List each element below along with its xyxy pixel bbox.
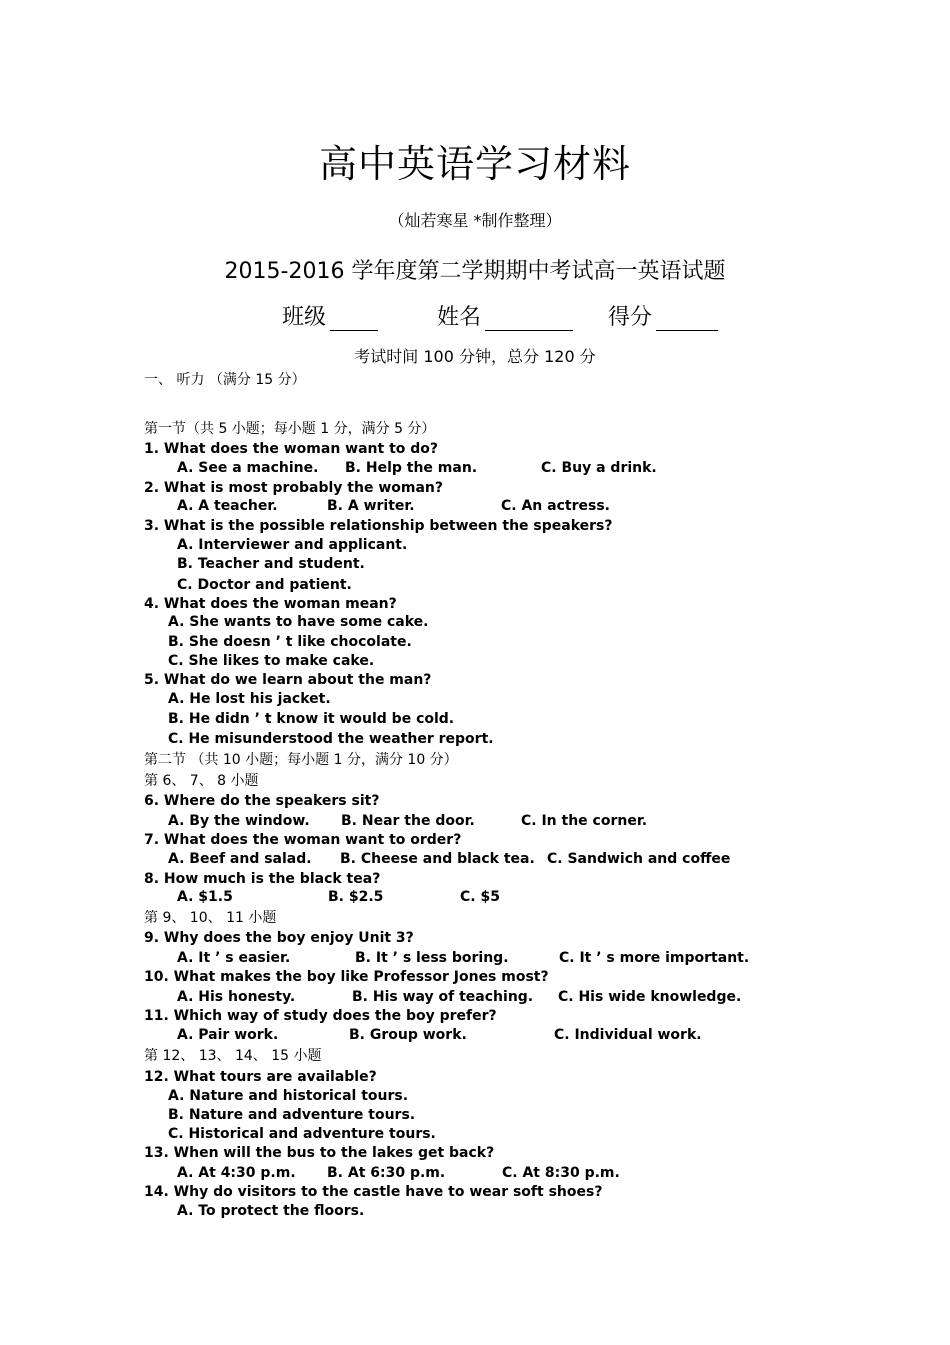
question-5: 5. What do we learn about the man? [144,672,432,688]
student-info-fields [282,300,718,331]
option-a: A. Beef and salad. [168,851,312,867]
option-b: B. It ’ s less boring. [355,950,509,966]
part1-heading: 一、 听力 （满分 15 分） [144,372,306,388]
option-c: C. In the corner. [521,813,648,829]
option-b: B. Cheese and black tea. [340,851,535,867]
option-a: A. Pair work. [177,1027,279,1043]
option-c: C. Doctor and patient. [177,577,352,593]
question-13: 13. When will the bus to the lakes get back? [144,1145,495,1161]
question-14: 14. Why do visitors to the castle have to wear soft shoes? [144,1184,603,1200]
page-title: 高中英语学习材料 [318,142,631,186]
option-c: C. Historical and adventure tours. [168,1126,436,1142]
question-8: 8. How much is the black tea? [144,871,381,887]
group-heading-6-8: 第 6、 7、 8 小题 [144,773,259,789]
question-1: 1. What does the woman want to do? [144,441,439,457]
option-c: C. An actress. [501,498,610,514]
option-c: C. She likes to make cake. [168,653,375,669]
group-heading-12-15: 第 12、 13、 14、 15 小题 [144,1048,322,1064]
option-c: C. $5 [460,889,500,905]
option-a: A. His honesty. [177,989,296,1005]
class-label: 班级 [282,305,327,330]
option-c: C. Sandwich and coffee [547,851,731,867]
exam-time-line: 考试时间 100 分钟，总分 120 分 [354,347,596,366]
name-blank[interactable] [485,304,573,331]
option-c: C. It ’ s more important. [559,950,750,966]
option-a: A. A teacher. [177,498,278,514]
option-c: C. His wide knowledge. [558,989,742,1005]
group-heading-9-11: 第 9、 10、 11 小题 [144,910,277,926]
option-b: B. She doesn ’ t like chocolate. [168,634,412,650]
option-c: C. Buy a drink. [541,460,657,476]
question-4: 4. What does the woman mean? [144,596,397,612]
option-a: A. By the window. [168,813,310,829]
option-b: B. Near the door. [341,813,475,829]
question-7: 7. What does the woman want to order? [144,832,462,848]
question-12: 12. What tours are available? [144,1069,377,1085]
option-c: C. Individual work. [554,1027,702,1043]
option-a: A. To protect the floors. [177,1203,365,1219]
option-c: C. He misunderstood the weather report. [168,731,494,747]
option-a: A. He lost his jacket. [168,691,331,707]
question-2: 2. What is most probably the woman? [144,480,444,496]
question-9: 9. Why does the boy enjoy Unit 3? [144,930,414,946]
option-b: B. Nature and adventure tours. [168,1107,416,1123]
option-a: A. See a machine. [177,460,319,476]
section1-heading: 第一节（共 5 小题；每小题 1 分，满分 5 分） [144,421,436,437]
question-3: 3. What is the possible relationship between the speakers? [144,518,613,534]
question-6: 6. Where do the speakers sit? [144,793,380,809]
option-b: B. Help the man. [345,460,478,476]
score-label: 得分 [608,305,653,330]
option-a: A. At 4:30 p.m. [177,1165,296,1181]
section2-heading: 第二节 （共 10 小题；每小题 1 分，满分 10 分） [144,752,458,768]
option-a: A. It ’ s easier. [177,950,291,966]
option-b: B. His way of teaching. [352,989,534,1005]
option-c: C. At 8:30 p.m. [502,1165,620,1181]
option-a: A. She wants to have some cake. [168,614,429,630]
exam-title: 2015-2016 学年度第二学期期中考试高一英语试题 [224,259,726,284]
option-a: A. Interviewer and applicant. [177,537,408,553]
score-blank[interactable] [656,304,718,331]
class-blank[interactable] [330,304,378,331]
page-subtitle: （灿若寒星 *制作整理） [388,211,562,230]
option-b: B. Group work. [349,1027,467,1043]
name-label: 姓名 [437,305,482,330]
option-b: B. At 6:30 p.m. [327,1165,446,1181]
option-a: A. Nature and historical tours. [168,1088,409,1104]
option-b: B. He didn ’ t know it would be cold. [168,711,455,727]
question-10: 10. What makes the boy like Professor Jones most? [144,969,549,985]
option-b: B. A writer. [327,498,415,514]
option-a: A. $1.5 [177,889,233,905]
option-b: B. Teacher and student. [177,556,365,572]
question-11: 11. Which way of study does the boy prefer? [144,1008,497,1024]
option-b: B. $2.5 [328,889,384,905]
